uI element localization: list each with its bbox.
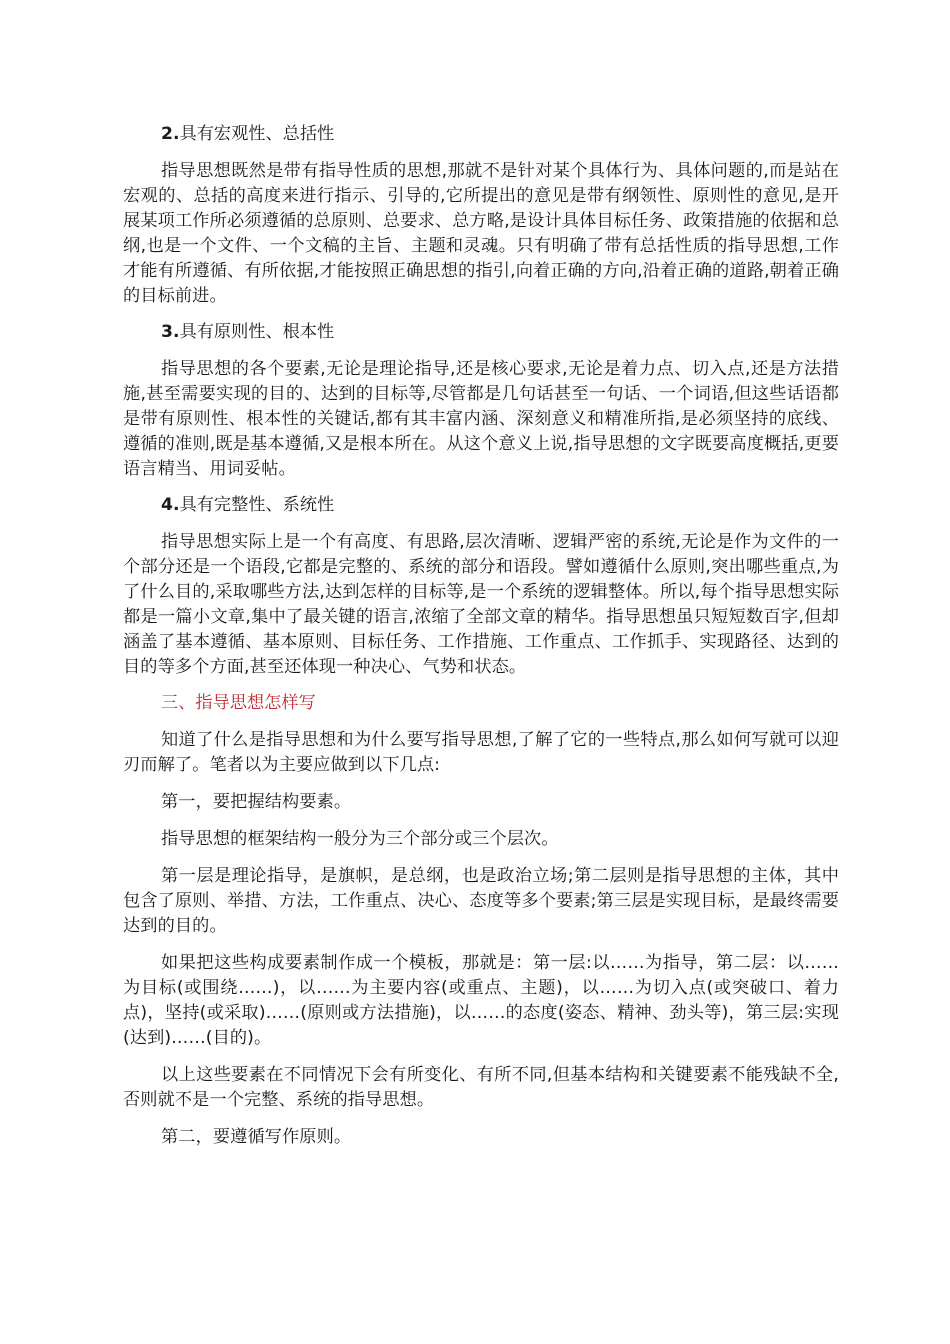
section-title: 三、指导思想怎样写	[161, 693, 316, 713]
subheading-3	[123, 320, 839, 345]
paragraph: 指导思想的各个要素,无论是理论指导,还是核心要求,无论是着力点、切入点,还是方法措施,甚至需要实现的目的、达到的目标等,尽管都是几句话甚至一句话、一个词语,但这些话语都是带有原则性、根本性的关键话,都有其丰富内涵、深刻意义和精准所指,是必须坚持的底线、遵循的准则,既是基本遵循,又是根本所在。从这个意义上说,指导思想的文字既要高度概括,更要语言精当、用词妥帖。	[123, 359, 839, 479]
subheading-2	[123, 122, 839, 147]
subheading-4	[123, 493, 839, 518]
paragraph: 如果把这些构成要素制作成一个模板，那就是：第一层:以……为指导，第二层：以……为目标(或围绕……)，以……为主要内容(或重点、主题)，以……为切入点(或突破口、着力点)，坚持(或采取)……(原则或方法措施)，以……的态度(姿态、精神、劲头等)，第三层:实现(达到)……(目的)。	[123, 953, 839, 1048]
subheading-number: 4.	[161, 495, 180, 515]
paragraph: 第一层是理论指导，是旗帜，是总纲，也是政治立场;第二层则是指导思想的主体，其中包含了原则、举措、方法，工作重点、决心、态度等多个要素;第三层是实现目标，是最终需要达到的目的。	[123, 866, 839, 936]
subheading-number: 3.	[161, 322, 180, 342]
paragraph: 第二，要遵循写作原则。	[161, 1127, 352, 1147]
paragraph: 以上这些要素在不同情况下会有所变化、有所不同,但基本结构和关键要素不能残缺不全,否则就不是一个完整、系统的指导思想。	[123, 1065, 839, 1110]
paragraph: 知道了什么是指导思想和为什么要写指导思想,了解了它的一些特点,那么如何写就可以迎刃而解了。笔者以为主要应做到以下几点:	[123, 730, 839, 775]
paragraph: 指导思想既然是带有指导性质的思想,那就不是针对某个具体行为、具体问题的,而是站在宏观的、总括的高度来进行指示、引导的,它所提出的意见是带有纲领性、原则性的意见,是开展某项工作所必须遵循的总原则、总要求、总方略,是设计具体目标任务、政策措施的依据和总纲,也是一个文件、一个文稿的主旨、主题和灵魂。只有明确了带有总括性质的指导思想,工作才能有所遵循、有所依据,才能按照正确思想的指引,向着正确的方向,沿着正确的道路,朝着正确的目标前进。	[123, 161, 839, 306]
paragraph: 第一，要把握结构要素。	[161, 792, 352, 812]
subheading-text: 具有宏观性、总括性	[179, 124, 335, 144]
subheading-number: 2.	[161, 124, 180, 144]
subheading-text: 具有原则性、根本性	[179, 322, 335, 342]
paragraph: 指导思想的框架结构一般分为三个部分或三个层次。	[161, 829, 559, 849]
subheading-text: 具有完整性、系统性	[179, 495, 335, 515]
paragraph: 指导思想实际上是一个有高度、有思路,层次清晰、逻辑严密的系统,无论是作为文件的一个部分还是一个语段,它都是完整的、系统的部分和语段。譬如遵循什么原则,突出哪些重点,为了什么目的,采取哪些方法,达到怎样的目标等,是一个系统的逻辑整体。所以,每个指导思想实际都是一篇小文章,集中了最关键的语言,浓缩了全部文章的精华。指导思想虽只短短数百字,但却涵盖了基本遵循、基本原则、目标任务、工作措施、工作重点、工作抓手、实现路径、达到的目的等多个方面,甚至还体现一种决心、气势和状态。	[123, 532, 839, 677]
document-page	[123, 122, 839, 1150]
